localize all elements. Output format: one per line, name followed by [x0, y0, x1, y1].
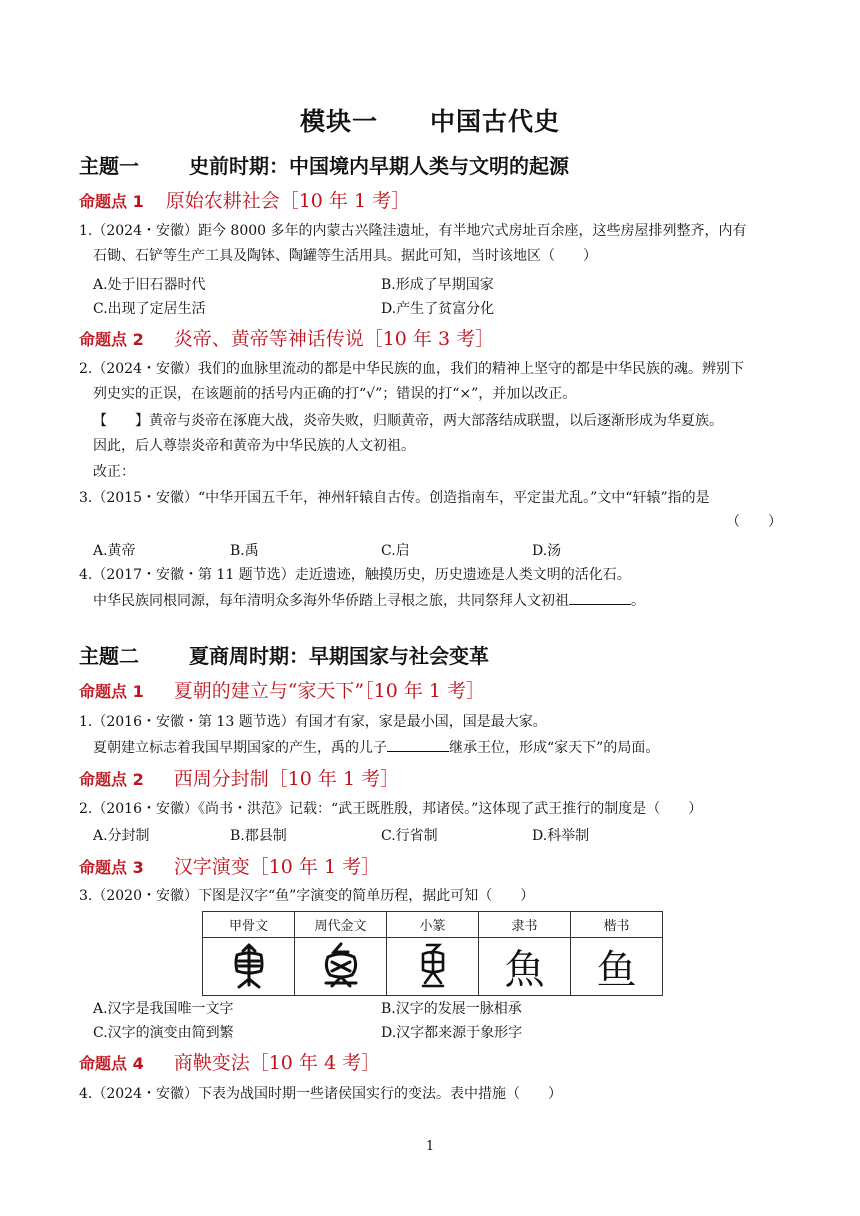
option-c: C.启	[381, 543, 410, 559]
question-text: 1.（2016・安徽・第 13 题节选）有国才有家，家是最小国，国是最大家。	[79, 714, 547, 730]
point-heading	[79, 186, 410, 213]
question-text: 石锄、石铲等生产工具及陶钵、陶罐等生活用具。据此可知，当时该地区（ ）	[93, 248, 597, 264]
option-c: C.行省制	[381, 828, 438, 844]
regular-character: 鱼	[596, 947, 637, 993]
point-label: 命题点 4	[79, 1054, 144, 1073]
point-heading	[79, 1048, 380, 1075]
seal-glyph	[387, 938, 479, 996]
question-text: 2.（2024・安徽）我们的血脉里流动的都是中华民族的血，我们的精神上坚守的都是中华民族的魂。辨别下	[79, 361, 744, 377]
seal-fish-glyph-icon	[413, 941, 453, 989]
theme-label: 主题二	[79, 644, 139, 668]
option-b: B.汉字的发展一脉相承	[381, 1001, 522, 1017]
point-title: 夏朝的建立与“家天下”［10 年 1 考］	[173, 680, 486, 702]
question-text: 【 】黄帝与炎帝在涿鹿大战，炎帝失败，归顺黄帝，两大部落结成联盟，以后逐渐形成为华夏族。	[93, 413, 723, 429]
point-title: 商鞅变法［10 年 4 考］	[173, 1052, 381, 1074]
oracle-fish-glyph-icon	[227, 941, 271, 989]
point-title: 原始农耕社会［10 年 1 考］	[165, 190, 411, 212]
regular-glyph	[571, 938, 663, 996]
question-fragment: 夏朝建立标志着我国早期国家的产生，禹的儿子	[93, 740, 387, 756]
clerical-character: 魚	[504, 947, 545, 993]
option-c: C.汉字的演变由简到繁	[93, 1025, 234, 1041]
question-text	[93, 590, 645, 612]
option-b: B.禹	[230, 543, 259, 559]
option-d: D.科举制	[532, 828, 590, 844]
question-text: 3.（2015・安徽）“中华开国五千年，神州轩辕自古传。创造指南车，平定蚩尤乱。”文中“轩辕”指的是	[79, 490, 710, 506]
point-title: 汉字演变［10 年 1 考］	[173, 856, 381, 878]
module-title: 模块一 中国古代史	[299, 107, 560, 136]
table-header-seal: 小篆	[387, 912, 479, 938]
option-a: A.汉字是我国唯一文字	[93, 1001, 234, 1017]
point-heading	[79, 324, 494, 351]
option-c: C.出现了定居生活	[93, 301, 206, 317]
clerical-glyph	[479, 938, 571, 996]
option-b: B.形成了早期国家	[381, 277, 494, 293]
theme-title: 夏商周时期：早期国家与社会变革	[189, 644, 489, 668]
theme-label: 主题一	[79, 154, 139, 178]
question-text: 1.（2024・安徽）距今 8000 多年的内蒙古兴隆洼遗址，有半地穴式房址百余座，这些房屋排列整齐，内有	[79, 223, 747, 239]
point-label: 命题点 1	[79, 192, 144, 211]
point-label: 命题点 2	[79, 330, 144, 349]
option-a: A.处于旧石器时代	[93, 277, 206, 293]
option-d: D.汤	[532, 543, 562, 559]
table-header-clerical: 隶书	[479, 912, 571, 938]
point-label: 命题点 2	[79, 770, 144, 789]
point-label: 命题点 1	[79, 682, 144, 701]
table-header-oracle: 甲骨文	[203, 912, 295, 938]
fill-blank[interactable]	[569, 590, 631, 605]
oracle-glyph	[203, 938, 295, 996]
fill-blank[interactable]	[387, 737, 449, 752]
question-text: 3.（2020・安徽）下图是汉字“鱼”字演变的简单历程，据此可知（ ）	[79, 888, 535, 904]
point-label: 命题点 3	[79, 858, 144, 877]
option-d: D.汉字都来源于象形字	[381, 1025, 523, 1041]
point-title: 西周分封制［10 年 1 考］	[173, 768, 400, 790]
question-text: 因此，后人尊崇炎帝和黄帝为中华民族的人文初祖。	[93, 438, 415, 454]
theme-heading	[79, 640, 489, 669]
table-header-bronze: 周代金文	[295, 912, 387, 938]
question-fragment: 继承王位，形成“家天下”的局面。	[449, 740, 660, 756]
point-heading	[79, 852, 380, 879]
page-number: 1	[425, 1139, 435, 1154]
question-text: 4.（2017・安徽・第 11 题节选）走近遗迹，触摸历史，历史遗迹是人类文明的活化石。	[79, 567, 631, 583]
answer-correction-label: 改正：	[93, 464, 135, 480]
theme-title: 史前时期：中国境内早期人类与文明的起源	[189, 154, 569, 178]
table-header-regular: 楷书	[571, 912, 663, 938]
question-text: 2.（2016・安徽）《尚书・洪范》记载：“武王既胜殷，邦诸侯。”这体现了武王推行的制度是（ ）	[79, 801, 703, 817]
question-fragment: 中华民族同根同源，每年清明众多海外华侨踏上寻根之旅，共同祭拜人文初祖	[93, 593, 569, 609]
point-title: 炎帝、黄帝等神话传说［10 年 3 考］	[173, 328, 495, 350]
question-text: 列史实的正误，在该题前的括号内正确的打“√”；错误的打“×”，并加以改正。	[93, 386, 577, 402]
question-text	[93, 737, 659, 759]
question-fragment: 。	[631, 593, 645, 609]
bronze-fish-glyph-icon	[318, 941, 364, 989]
option-a: A.分封制	[93, 828, 150, 844]
character-evolution-table	[202, 911, 663, 996]
question-text: 4.（2024・安徽）下表为战国时期一些诸侯国实行的变法。表中措施（ ）	[79, 1086, 562, 1102]
answer-paren: （ ）	[726, 514, 782, 530]
option-b: B.郡县制	[230, 828, 287, 844]
theme-heading	[79, 150, 569, 179]
bronze-glyph	[295, 938, 387, 996]
point-heading	[79, 764, 399, 791]
point-heading	[79, 676, 485, 703]
option-a: A.黄帝	[93, 543, 136, 559]
option-d: D.产生了贫富分化	[381, 301, 495, 317]
